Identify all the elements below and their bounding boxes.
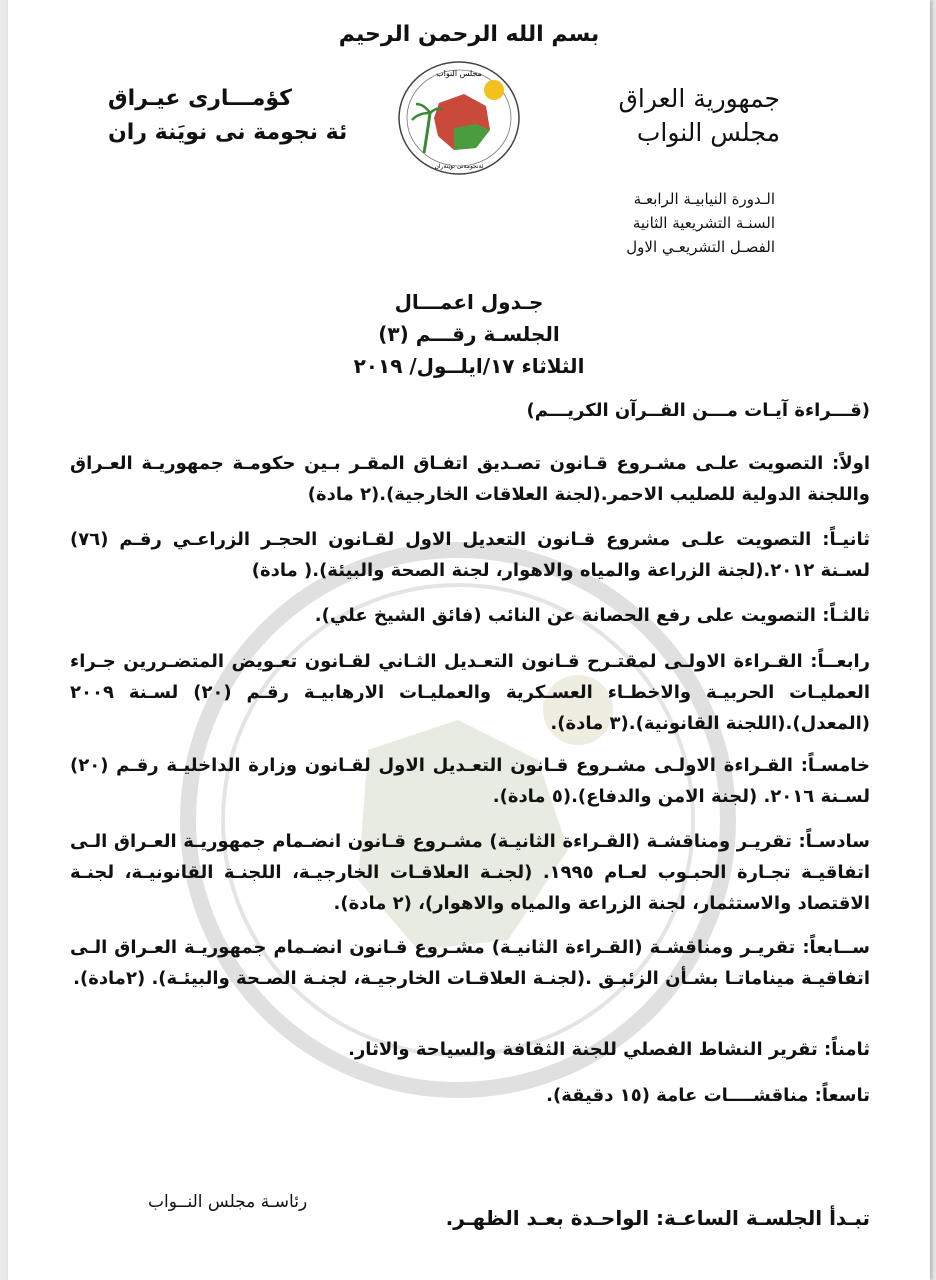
agenda-title: جـدول اعمـــال — [394, 290, 544, 314]
agenda-item-1: اولاً: التصويت علـى مشـروع قـانون تصـديق اتفـاق المقـر بـين حكومـة جمهوريـة العـراق واللجنة الدولية للصليب الاحمر.(لجنة العلاقات الخارجية).(٢ مادة) — [70, 453, 870, 505]
session-chapter: الفصـل التشريعـي الاول — [626, 238, 775, 256]
logo-top-text: مجلس النواب — [436, 69, 482, 78]
header-republic: جمهورية العراق — [618, 84, 780, 113]
agenda-item-8: ثامناً: تقرير النشاط الفصلي للجنة الثقافة والسياحة والاثار. — [348, 1039, 870, 1060]
agenda-date: الثلاثاء ١٧/ايلــول/ ٢٠١٩ — [353, 354, 585, 378]
logo-bottom-text: ئةنجومةنى نويَنةران — [434, 163, 484, 170]
session-start-time: تبـدأ الجلسـة الساعـة: الواحـدة بعـد الظهـر. — [445, 1206, 870, 1230]
agenda-item-3: ثالثـاً: التصويت على رفع الحصانة عن النائب (فائق الشيخ علي). — [314, 605, 870, 626]
document-page — [8, 0, 930, 1280]
parliament-logo — [394, 58, 524, 178]
agenda-item-7: ســابعاً: تقريـر ومناقشـة (القـراءة الثانيـة) مشـروع قـانون انضـمام جمهوريـة العـراق الـى اتفاقيـة ميناماتـا بشـأن الزئبـق .(لجنـة العلاقـات الخارجيـة، لجنـة الصـحة والبيئـة). (٢مادة). — [70, 937, 870, 989]
session-term: الـدورة النيابيـة الرابعـة — [633, 190, 775, 208]
agenda-session-number: الجلسـة رقـــم (٣) — [378, 322, 560, 346]
agenda-item-9: تاسعاً: مناقشــــات عامة (١٥ دقيقة). — [546, 1085, 870, 1106]
basmala: بسم الله الرحمن الرحيم — [338, 22, 600, 47]
agenda-item-5: خامسـاً: القـراءة الاولـى مشـروع قـانون التعـديل الاول لقـانون وزارة الداخليـة رقـم (٢٠) لسـنة ٢٠١٦. (لجنة الامن والدفاع).(٥ مادة). — [70, 755, 870, 807]
agenda-item-6: سادسـاً: تقريـر ومناقشـة (القـراءة الثانيـة) مشـروع قـانون انضـمام جمهوريـة العـراق الـى اتفاقيـة تجـارة الحبـوب لعـام ١٩٩٥. (لجنـة العلاقـات الخارجيـة، اللجنـة القانونيـة، لجنـة الاقتصاد والاستثمار، لجنة الزراعة والمياه والاهوار)، (٢ مادة). — [70, 831, 870, 914]
agenda-item-4: رابعــاً: القـراءة الاولـى لمقتـرح قـانون التعـديل الثـاني لقـانون تعـويض المتضـررين جـراء العمليـات الحربيـة والاخطـاء العسـكرية والعمليـات الارهابيـة رقـم (٢٠) لسـنة ٢٠٠٩ (المعدل).(اللجنة القانونية).(٣ مادة). — [70, 651, 870, 734]
header-kurdish-republic: كؤمـــارى عيـراق — [108, 86, 292, 111]
agenda-item-2: ثانيـاً: التصويت علـى مشروع قـانون التعديل الاول لقـانون الحجـر الزراعـي رقـم (٧٦) لسـنة ٢٠١٢.(لجنة الزراعة والمياه والاهوار، لجنة الصحة والبيئة).( مادة) — [70, 529, 870, 581]
quran-reading: (قـــراءة آيـات مـــن القــرآن الكريـــم) — [526, 400, 870, 421]
header-kurdish-council: ئة نجومة نى نويَنة ران — [108, 120, 348, 145]
signature-presidency: رئاسـة مجلس النــواب — [148, 1192, 308, 1212]
header-council: مجلس النواب — [636, 118, 780, 147]
session-year: السنـة التشريعية الثانية — [632, 214, 775, 232]
